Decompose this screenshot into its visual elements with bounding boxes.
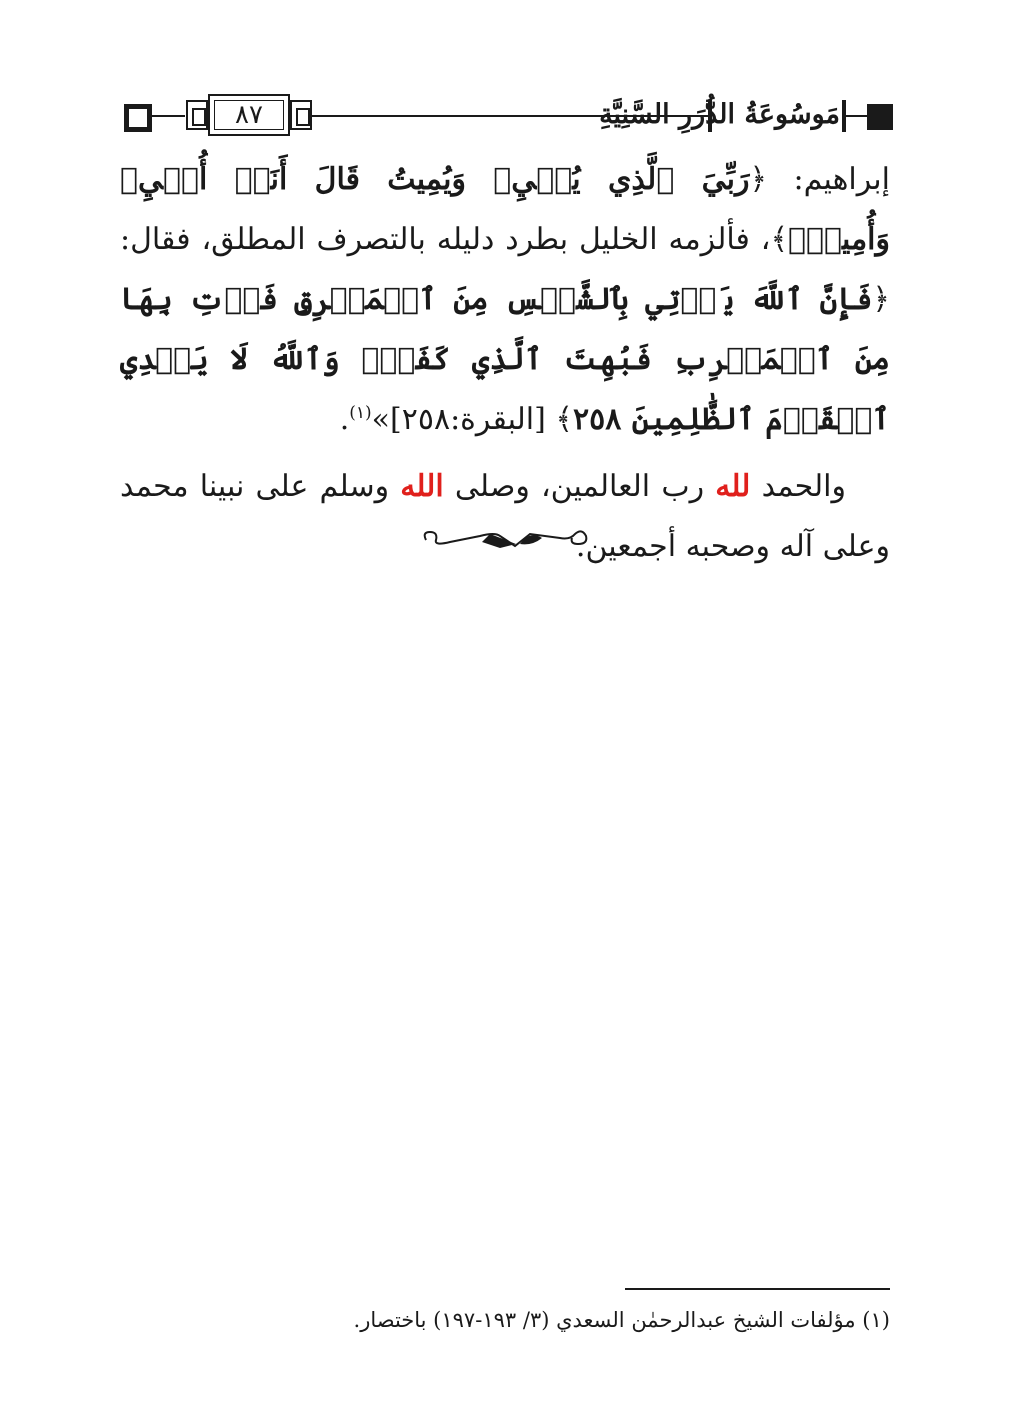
section-end-ornament bbox=[420, 524, 590, 554]
quran-bracket-close: ﴾ bbox=[770, 222, 789, 257]
text-run: والحمد bbox=[750, 469, 846, 504]
verse-reference: [البقرة:٢٥٨]» bbox=[371, 402, 556, 437]
page-number: ٨٧ bbox=[235, 100, 263, 130]
knot-ornament bbox=[186, 100, 208, 130]
paragraph bbox=[120, 457, 890, 577]
text-run: . bbox=[339, 402, 350, 437]
knot-ornament bbox=[290, 100, 312, 130]
divine-name: لله bbox=[715, 469, 751, 504]
quran-bracket-close: ﴾ bbox=[555, 402, 573, 437]
text-run: إبراهيم: bbox=[767, 162, 890, 197]
text-run: ، فألزمه الخليل بطرد دليله بالتصرف المطلق، فقال: bbox=[120, 222, 771, 257]
text-run: رب العالمين، وصلى bbox=[443, 469, 716, 504]
quran-verse: فَإِنَّ ٱللَّهَ يَأۡتِي بِٱلشَّمۡسِ مِنَ ٱلۡمَشۡرِقِ فَأۡتِ بِهَا مِنَ ٱلۡمَغۡرِبِ فَبُهِتَ ٱلَّذِي كَفَرَۗ وَٱللَّهُ لَا يَهۡدِي ٱلۡقَوۡمَ ٱلظَّٰلِمِينَ ٢٥٨ bbox=[120, 282, 890, 437]
quran-bracket-open: ﴿ bbox=[872, 282, 890, 317]
page-header bbox=[120, 92, 895, 140]
series-title: مَوسُوعَةُ الدُّرَرِ السَّنِيَّةِ bbox=[599, 99, 840, 130]
quran-verse: رَبِّيَ ٱلَّذِي يُحۡيِۦ وَيُمِيتُ قَالَ أَنَا۠ أُحۡيِۦ وَأُمِيتُۖ bbox=[120, 162, 890, 257]
page-number-box bbox=[208, 94, 290, 136]
header-rule bbox=[150, 115, 185, 117]
footnote: (١) مؤلفات الشيخ عبدالرحمٰن السعدي (٣/ ١٩٣-١٩٧) باختصار. bbox=[353, 1308, 890, 1332]
text-run: وسلم على نبينا محمد وعلى آله وصحبه أجمعين. bbox=[120, 469, 890, 564]
footnote-marker[interactable]: (١) bbox=[349, 403, 372, 423]
footnote-rule bbox=[625, 1288, 890, 1290]
main-text bbox=[120, 150, 890, 577]
header-rule bbox=[312, 115, 412, 117]
divine-name: الله bbox=[400, 469, 444, 504]
quran-bracket-open: ﴿ bbox=[749, 162, 768, 197]
paragraph bbox=[120, 150, 890, 450]
header-square-filled bbox=[867, 104, 893, 130]
header-square-outline bbox=[124, 104, 152, 132]
